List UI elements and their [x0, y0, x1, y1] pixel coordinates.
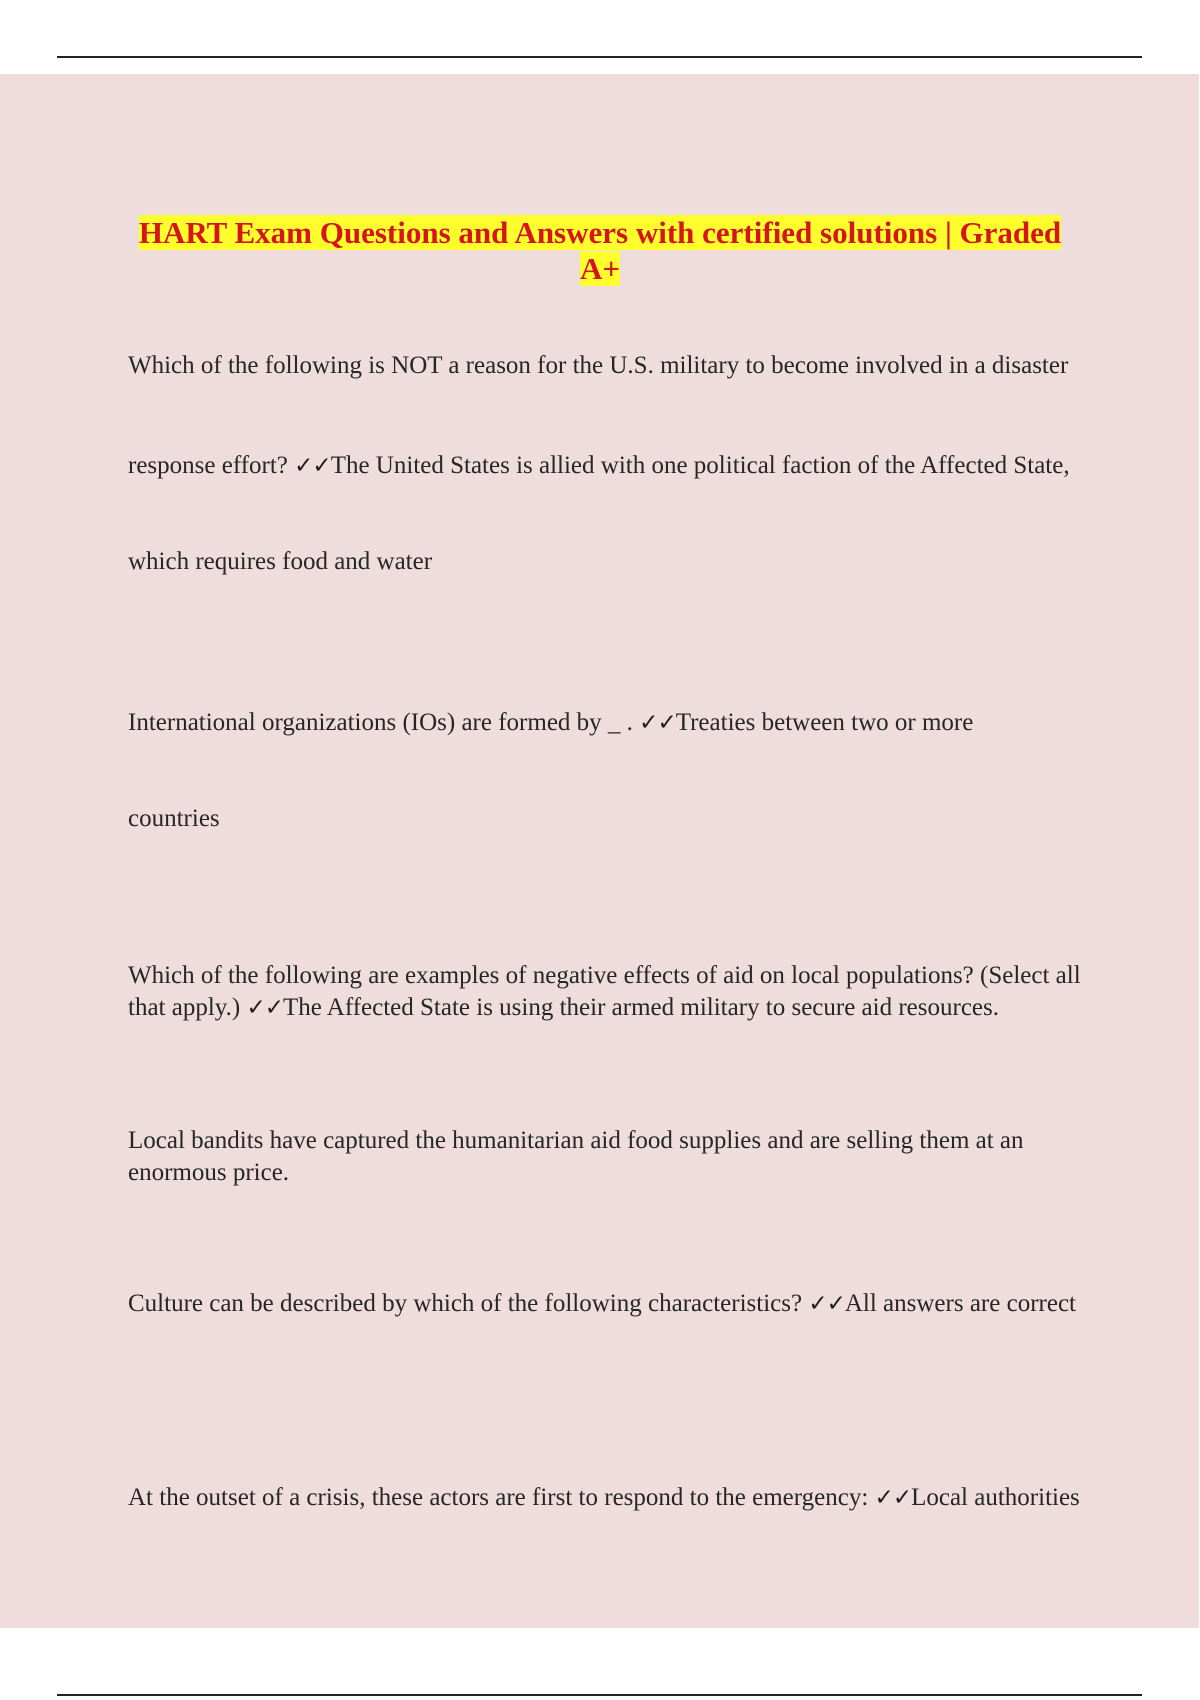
question-1-answer: The United States is allied with one political faction of the Affected State,	[330, 452, 1070, 479]
page-content-background	[0, 74, 1199, 1628]
document-title	[120, 215, 1080, 287]
question-3-line-2: Local bandits have captured the humanitarian aid food supplies and are selling them at an enormous price.	[128, 1127, 1024, 1186]
check-mark-icon: ✓✓	[246, 995, 284, 1021]
question-2-line-2: countries	[128, 805, 220, 832]
check-mark-icon: ✓✓	[294, 453, 331, 479]
question-1-line-1: Which of the following is NOT a reason for the U.S. military to become involved in a disaster	[128, 352, 1069, 379]
question-5-answer: Local authorities	[911, 1484, 1080, 1511]
question-4-text: Culture can be described by which of the following characteristics?	[128, 1290, 803, 1317]
question-3-text: Which of the following are examples of negative effects of aid on local populations? (Select all that apply.)	[128, 962, 1081, 1021]
question-2-text: International organizations (IOs) are formed by _ .	[128, 709, 633, 736]
check-mark-icon: ✓✓	[639, 710, 676, 736]
bottom-rule	[57, 1694, 1142, 1696]
question-2-answer: Treaties between two or more	[675, 709, 974, 736]
question-3-answer: The Affected State is using their armed military to secure aid resources.	[283, 994, 999, 1021]
check-mark-icon: ✓✓	[874, 1485, 912, 1511]
question-1-line-3: which requires food and water	[128, 548, 433, 575]
question-2-line-1	[128, 707, 1088, 739]
question-4	[128, 1288, 1088, 1320]
question-3-line-1	[128, 960, 1088, 1024]
question-4-answer: All answers are correct	[844, 1290, 1076, 1317]
document-title-text: HART Exam Questions and Answers with certified solutions | Graded A+	[138, 215, 1062, 286]
question-5	[128, 1482, 1088, 1514]
question-5-text: At the outset of a crisis, these actors are first to respond to the emergency:	[128, 1484, 869, 1511]
top-rule	[57, 56, 1142, 58]
check-mark-icon: ✓✓	[808, 1291, 845, 1317]
question-1-line-2	[128, 450, 1088, 482]
question-1-text: response effort?	[128, 452, 288, 479]
